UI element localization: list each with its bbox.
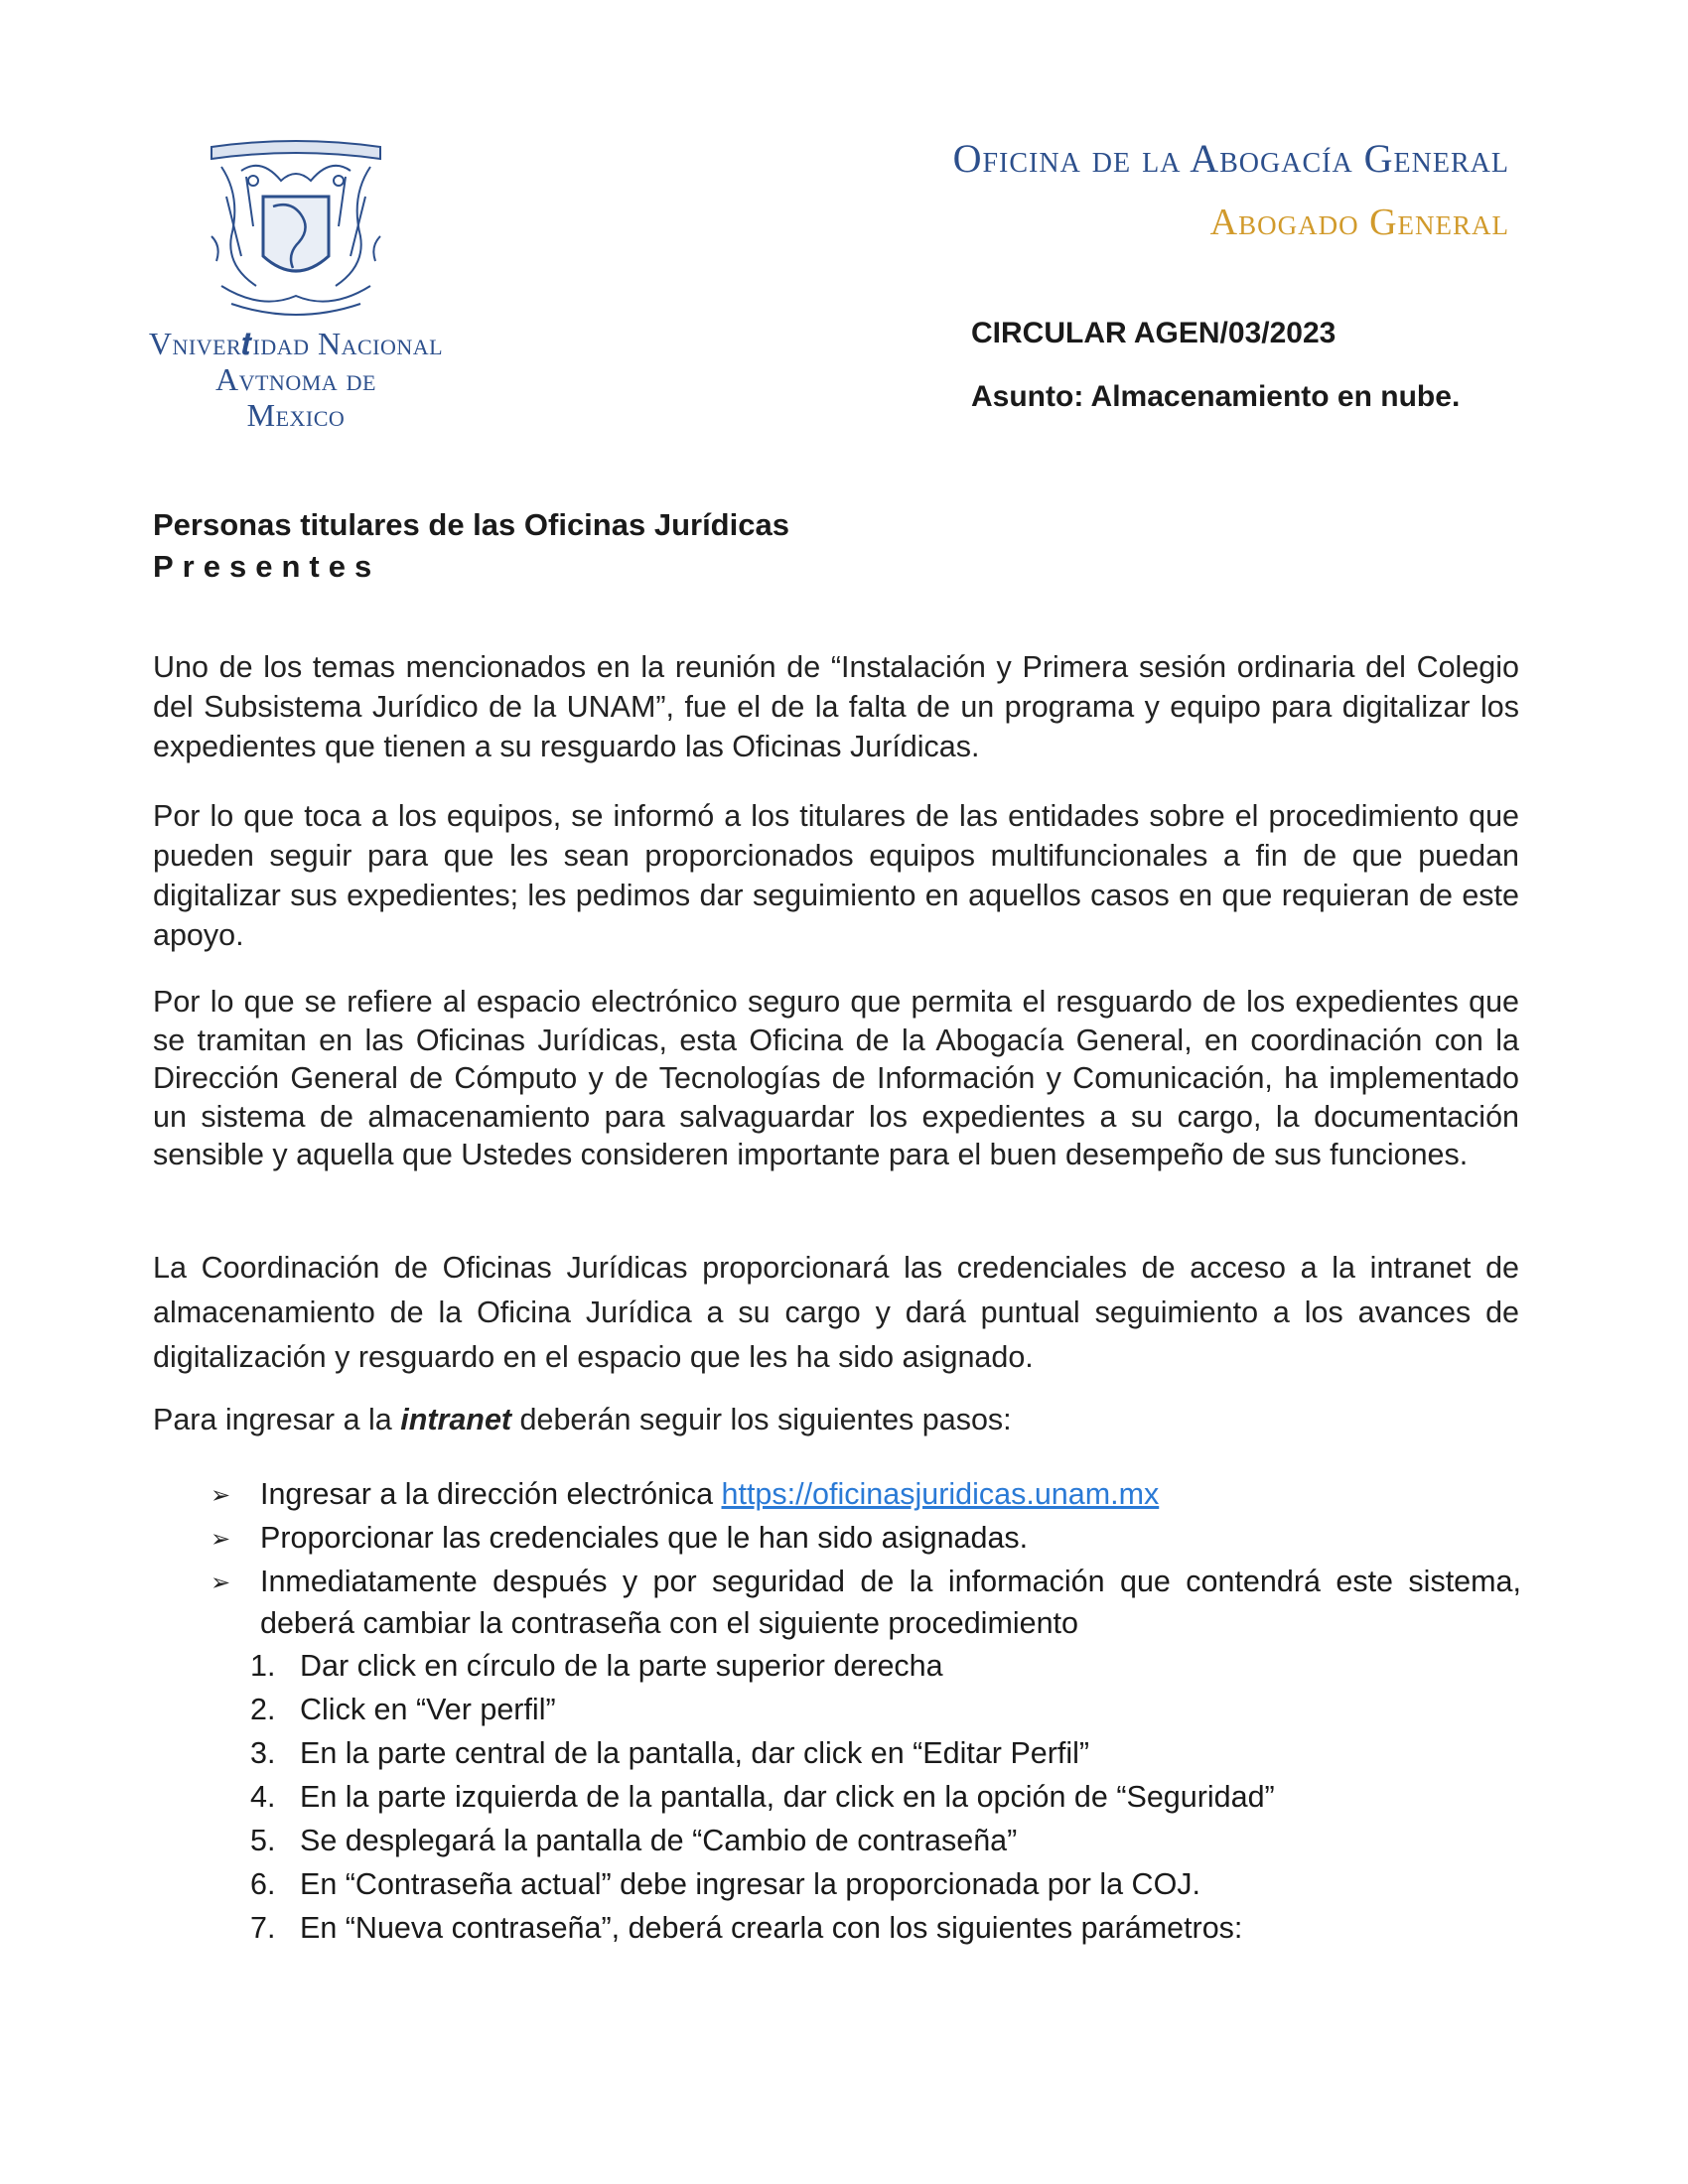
addressee [153,504,789,588]
list-item [211,1473,1521,1517]
intranet-emphasis: intranet [400,1403,512,1436]
numbered-steps [250,1644,1521,1950]
university-name-line-2: Avtnoma de [215,361,376,397]
paragraph-4: La Coordinación de Oficinas Jurídicas proporcionará las credenciales de acceso a la intranet de almacenamiento de la Oficina Jurídica a su cargo y dará puntual seguimiento a los avances de digitalización y resguardo en el espacio que les ha sido asignado. [153,1251,1519,1374]
arrowhead-bullet-icon: ➢ [211,1570,231,1596]
list-item [250,1775,1521,1819]
university-name [127,326,465,433]
university-name-line-3: Mexico [246,397,346,433]
office-subtitle: Abogado General [1209,202,1509,243]
step-number: 7. [250,1911,276,1945]
list-item [250,1906,1521,1950]
list-item [250,1688,1521,1731]
list-item [250,1819,1521,1862]
bullet-3-text: Inmediatamente después y por seguridad de la información que contendrá este sistema, deberá cambiar la contraseña con el siguiente procedimiento [260,1565,1521,1640]
step-text: En “Nueva contraseña”, deberá crearla con los siguientes parámetros: [300,1911,1243,1945]
list-item [250,1862,1521,1906]
step-number: 3. [250,1736,276,1770]
paragraph-2: Por lo que toca a los equipos, se informó a los titulares de las entidades sobre el procedimiento que pueden seguir para que les sean proporcionados equipos multifuncionales a fin de que puedan digitalizar sus expedientes; les pedimos dar seguimiento en aquellos casos en que requieran de este apoyo. [153,799,1519,952]
addressee-line: Personas titulares de las Oficinas Jurídicas [153,507,789,542]
paragraph-3: Por lo que se refiere al espacio electrónico seguro que permita el resguardo de los expedientes que se tramitan en las Oficinas Jurídicas, esta Oficina de la Abogacía General, en coordinación con la Dirección General de Cómputo y de Tecnologías de Información y Comunicación, ha implementado un sistema de almacenamiento para salvaguardar los expedientes a su cargo, la documentación sensible y aquella que Ustedes consideren importante para el buen desempeño de sus funciones. [153,985,1519,1171]
intranet-link[interactable]: https://oficinasjuridicas.unam.mx [721,1477,1160,1511]
paragraph-5-start: Para ingresar a la [153,1403,401,1436]
office-heading [953,136,1509,245]
step-number: 4. [250,1780,276,1814]
step-number: 1. [250,1649,276,1683]
university-name-line-1: Vniver𝒕idad Nacional [148,326,444,361]
paragraph-1: Uno de los temas mencionados en la reunión de “Instalación y Primera sesión ordinaria del Colegio del Subsistema Jurídico de la UNAM”, fue el de la falta de un programa y equipo para digitalizar los expedientes que tienen a su resguardo las Oficinas Jurídicas. [153,650,1519,763]
arrowhead-bullet-icon: ➢ [211,1526,231,1553]
subject-line: Asunto: Almacenamiento en nube. [971,380,1461,413]
step-number: 2. [250,1693,276,1726]
arrowhead-bullet-icon: ➢ [211,1482,231,1509]
office-title: Oficina de la Abogacía General [952,136,1509,181]
step-number: 6. [250,1867,276,1901]
step-text: En “Contraseña actual” debe ingresar la proporcionada por la COJ. [300,1867,1201,1901]
presentes-line: Presentes [153,549,381,584]
step-text: Dar click en círculo de la parte superior derecha [300,1649,943,1683]
list-item [211,1517,1521,1561]
list-item [250,1644,1521,1688]
step-number: 5. [250,1824,276,1857]
bullet-list [211,1473,1521,1644]
step-text: En la parte central de la pantalla, dar click en “Editar Perfil” [300,1736,1090,1770]
unam-seal-logo [202,137,390,326]
list-item [211,1561,1521,1644]
paragraph-5-end: deberán seguir los siguientes pasos: [511,1403,1012,1436]
step-text: Se desplegará la pantalla de “Cambio de contraseña” [300,1824,1018,1857]
step-text: Click en “Ver perfil” [300,1693,556,1726]
circular-number: CIRCULAR AGEN/03/2023 [971,317,1336,349]
list-item [250,1731,1521,1775]
bullet-2-text: Proporcionar las credenciales que le han sido asignadas. [260,1521,1029,1555]
bullet-1-text: Ingresar a la dirección electrónica [260,1477,722,1511]
step-text: En la parte izquierda de la pantalla, dar click en la opción de “Seguridad” [300,1780,1275,1814]
paragraph-5 [153,1400,1519,1439]
